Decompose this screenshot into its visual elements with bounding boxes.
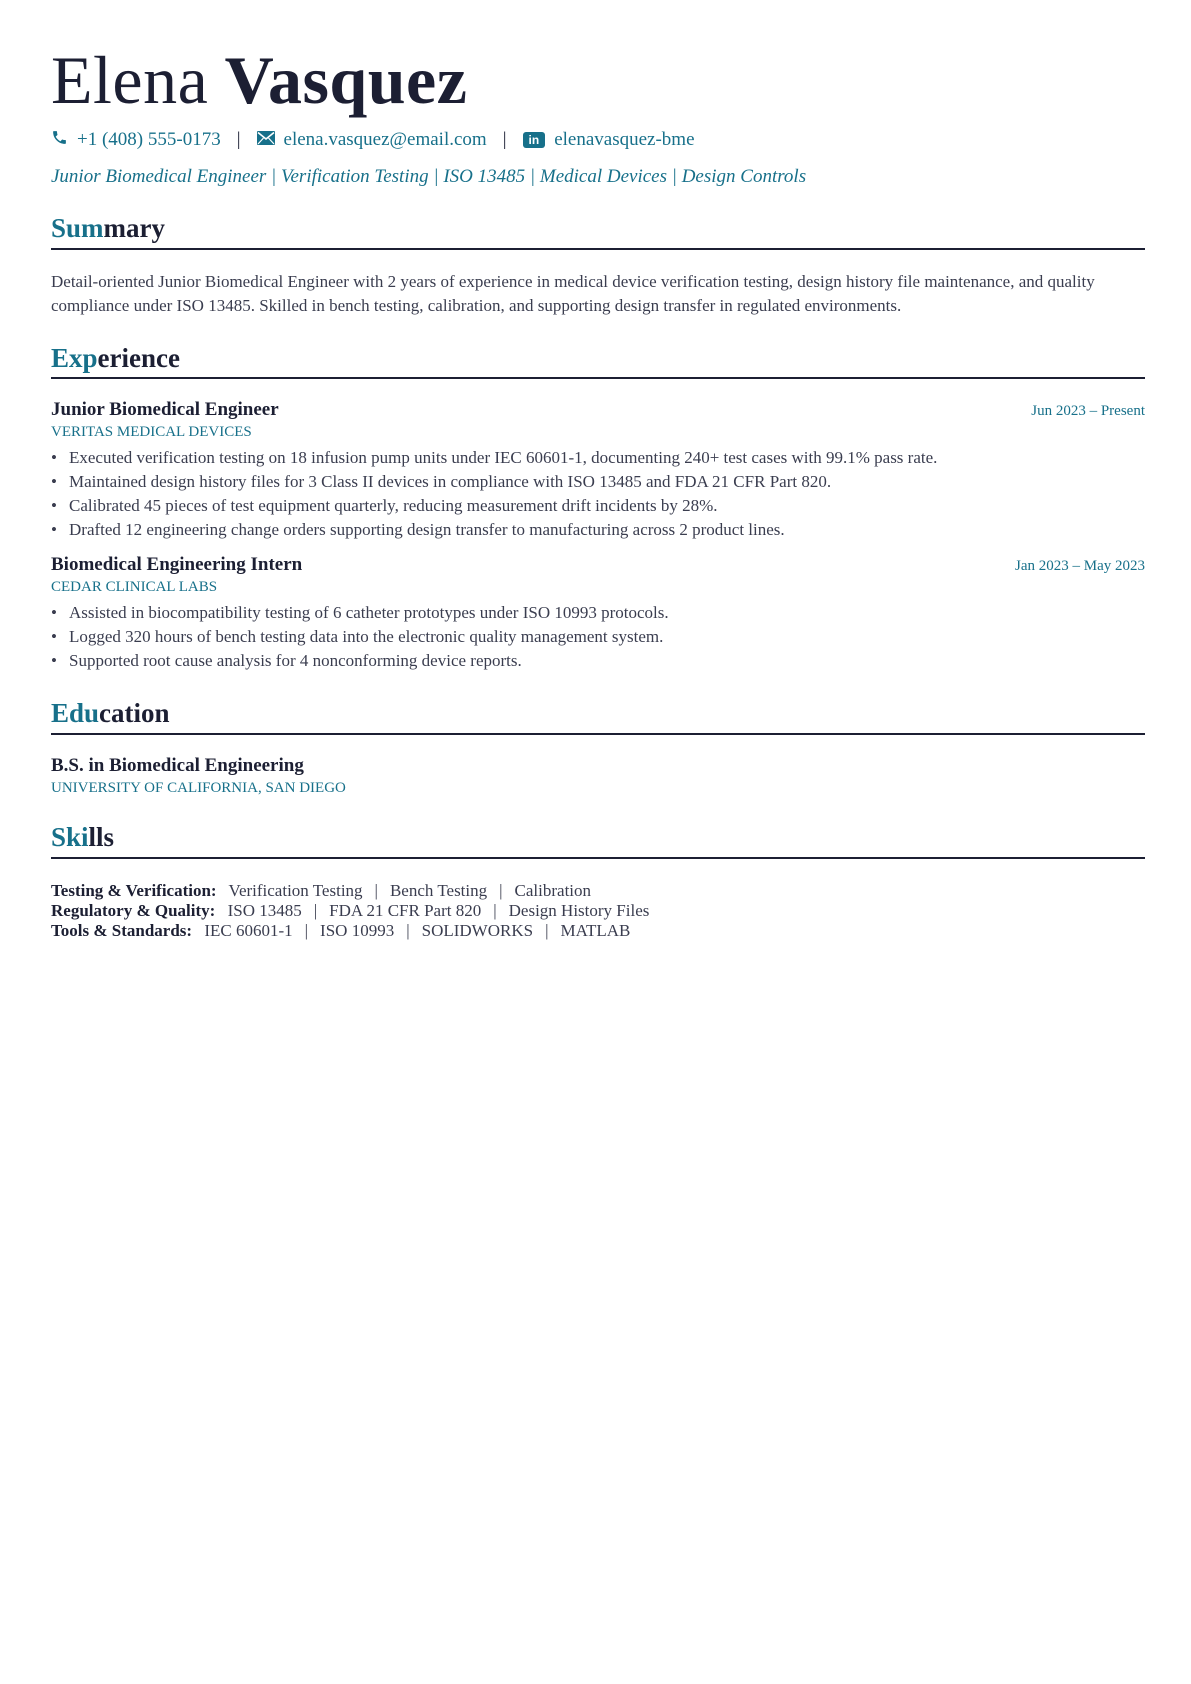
skill-item: ISO 10993 xyxy=(320,920,395,940)
skills-list xyxy=(51,881,1145,941)
education-entry xyxy=(51,755,1145,797)
skill-category: Regulatory & Quality: xyxy=(51,900,216,920)
contact-bar xyxy=(51,128,1145,152)
skill-item: Calibration xyxy=(514,880,592,900)
phone-icon xyxy=(51,129,68,152)
skill-item: Verification Testing xyxy=(228,880,363,900)
job-bullet: • Maintained design history files for 3 Class II devices in compliance with ISO 13485 and FDA 21 CFR Part 820. xyxy=(51,470,1145,494)
skill-row: Testing & Verification: Verification Testing | Bench Testing | Calibration xyxy=(51,880,592,900)
experience-section xyxy=(51,344,1145,674)
job-bullets xyxy=(51,446,1145,542)
skill-item: IEC 60601-1 xyxy=(204,920,293,940)
section-title-experience: Experience xyxy=(51,344,1145,380)
contact-email[interactable] xyxy=(257,129,487,151)
job-bullets xyxy=(51,601,1145,673)
skill-item: Design History Files xyxy=(508,900,650,920)
linkedin-handle[interactable]: elenavasquez-bme xyxy=(554,129,695,150)
job-company: VERITAS MEDICAL DEVICES xyxy=(51,424,252,441)
job-dates: Jan 2023 – May 2023 xyxy=(1015,558,1145,575)
job-bullet: • Logged 320 hours of bench testing data into the electronic quality management system. xyxy=(51,625,1145,649)
linkedin-icon: in xyxy=(523,132,546,148)
contact-linkedin[interactable] xyxy=(523,129,695,151)
degree: B.S. in Biomedical Engineering xyxy=(51,755,304,777)
envelope-icon xyxy=(257,129,275,151)
contact-separator: | xyxy=(502,129,507,150)
contact-separator: | xyxy=(236,129,241,150)
skill-row: Tools & Standards: IEC 60601-1 | ISO 10993 | SOLIDWORKS | MATLAB xyxy=(51,920,631,940)
first-name: Elena xyxy=(51,42,209,118)
last-name: Vasquez xyxy=(224,42,468,118)
email-address[interactable]: elena.vasquez@email.com xyxy=(283,129,487,150)
section-title-skills: Skills xyxy=(51,823,1145,859)
skill-item: FDA 21 CFR Part 820 xyxy=(329,900,482,920)
job-bullet: • Drafted 12 engineering change orders supporting design transfer to manufacturing across 2 product lines. xyxy=(51,518,1145,542)
candidate-name xyxy=(51,42,1145,118)
skill-item: MATLAB xyxy=(560,920,631,940)
skill-item: SOLIDWORKS xyxy=(421,920,534,940)
job-company: CEDAR CLINICAL LABS xyxy=(51,579,218,596)
phone-number: +1 (408) 555-0173 xyxy=(77,129,221,150)
job-bullet: • Assisted in biocompatibility testing of 6 catheter prototypes under ISO 10993 protocols. xyxy=(51,601,1145,625)
skill-item: ISO 13485 xyxy=(227,900,302,920)
job-entry xyxy=(51,399,1145,542)
section-title-education: Education xyxy=(51,699,1145,735)
job-bullet: • Calibrated 45 pieces of test equipment quarterly, reducing measurement drift incidents by 28%. xyxy=(51,494,1145,518)
summary-text: Detail-oriented Junior Biomedical Engineer with 2 years of experience in medical device verification testing, design history file maintenance, and quality compliance under ISO 13485. Skilled in bench testing, calibration, and supporting design transfer in regulated environments. xyxy=(51,271,1095,315)
job-bullet: • Supported root cause analysis for 4 nonconforming device reports. xyxy=(51,649,1145,673)
job-entry xyxy=(51,554,1145,673)
school: UNIVERSITY OF CALIFORNIA, SAN DIEGO xyxy=(51,780,346,797)
summary-section xyxy=(51,214,1145,318)
job-title: Biomedical Engineering Intern xyxy=(51,554,303,576)
skill-category: Testing & Verification: xyxy=(51,880,217,900)
skill-category: Tools & Standards: xyxy=(51,920,193,940)
job-title: Junior Biomedical Engineer xyxy=(51,399,279,421)
professional-headline: Junior Biomedical Engineer | Verification Testing | ISO 13485 | Medical Devices | Design Controls xyxy=(51,166,807,187)
job-bullet: • Executed verification testing on 18 infusion pump units under IEC 60601-1, documenting 240+ test cases with 99.1% pass rate. xyxy=(51,446,1145,470)
skills-section xyxy=(51,823,1145,941)
job-dates: Jun 2023 – Present xyxy=(1031,403,1145,420)
skill-item: Bench Testing xyxy=(389,880,488,900)
skill-row: Regulatory & Quality: ISO 13485 | FDA 21 CFR Part 820 | Design History Files xyxy=(51,900,650,920)
contact-phone xyxy=(51,129,221,152)
section-title-summary: Summary xyxy=(51,214,1145,250)
education-section xyxy=(51,699,1145,797)
